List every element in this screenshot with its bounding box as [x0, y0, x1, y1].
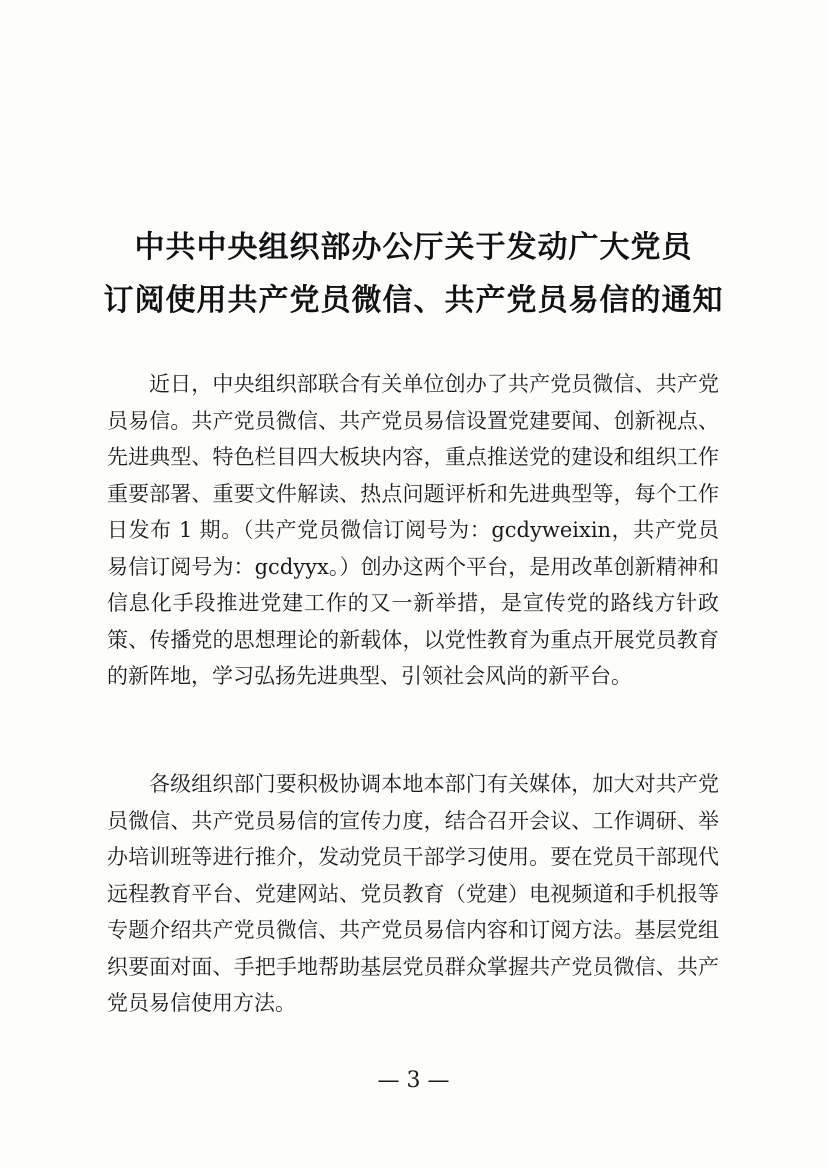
body-paragraph: 近日，中央组织部联合有关单位创办了共产党员微信、共产党员易信。共产党员微信、共产党员易信设置党建要闻、创新视点、先进典型、特色栏目四大板块内容，重点推送党的建设和组织工作重要部署、重要文件解读、热点问题评析和先进典型等，每个工作日发布 1 期。（共产党员微信订阅号为：gcdyweixin，共产党员易信订阅号为：gcdyyx。）创办这两个平台，是用改革创新精神和信息化手段推进党建工作的又一新举措，是宣传党的路线方针政策、传播党的思想理论的新载体，以党性教育为重点开展党员教育的新阵地，学习弘扬先进典型、引领社会风尚的新平台。	[107, 372, 719, 688]
page-number: — 3 —	[377, 1068, 450, 1093]
body-paragraph: 各级组织部门要积极协调本地本部门有关媒体，加大对共产党员微信、共产党员易信的宣传力度，结合召开会议、工作调研、举办培训班等进行推介，发动党员干部学习使用。要在党员干部现代远程教育平台、党建网站、党员教育（党建）电视频道和手机报等专题介绍共产党员微信、共产党员易信内容和订阅方法。基层党组织要面对面、手把手地帮助基层党员群众掌握共产党员微信、共产党员易信使用方法。	[107, 772, 719, 1015]
document-title-line-2: 订阅使用共产党员微信、共产党员易信的通知	[103, 283, 724, 318]
document-title-line-1: 中共中央组织部办公厅关于发动广大党员	[134, 230, 693, 265]
